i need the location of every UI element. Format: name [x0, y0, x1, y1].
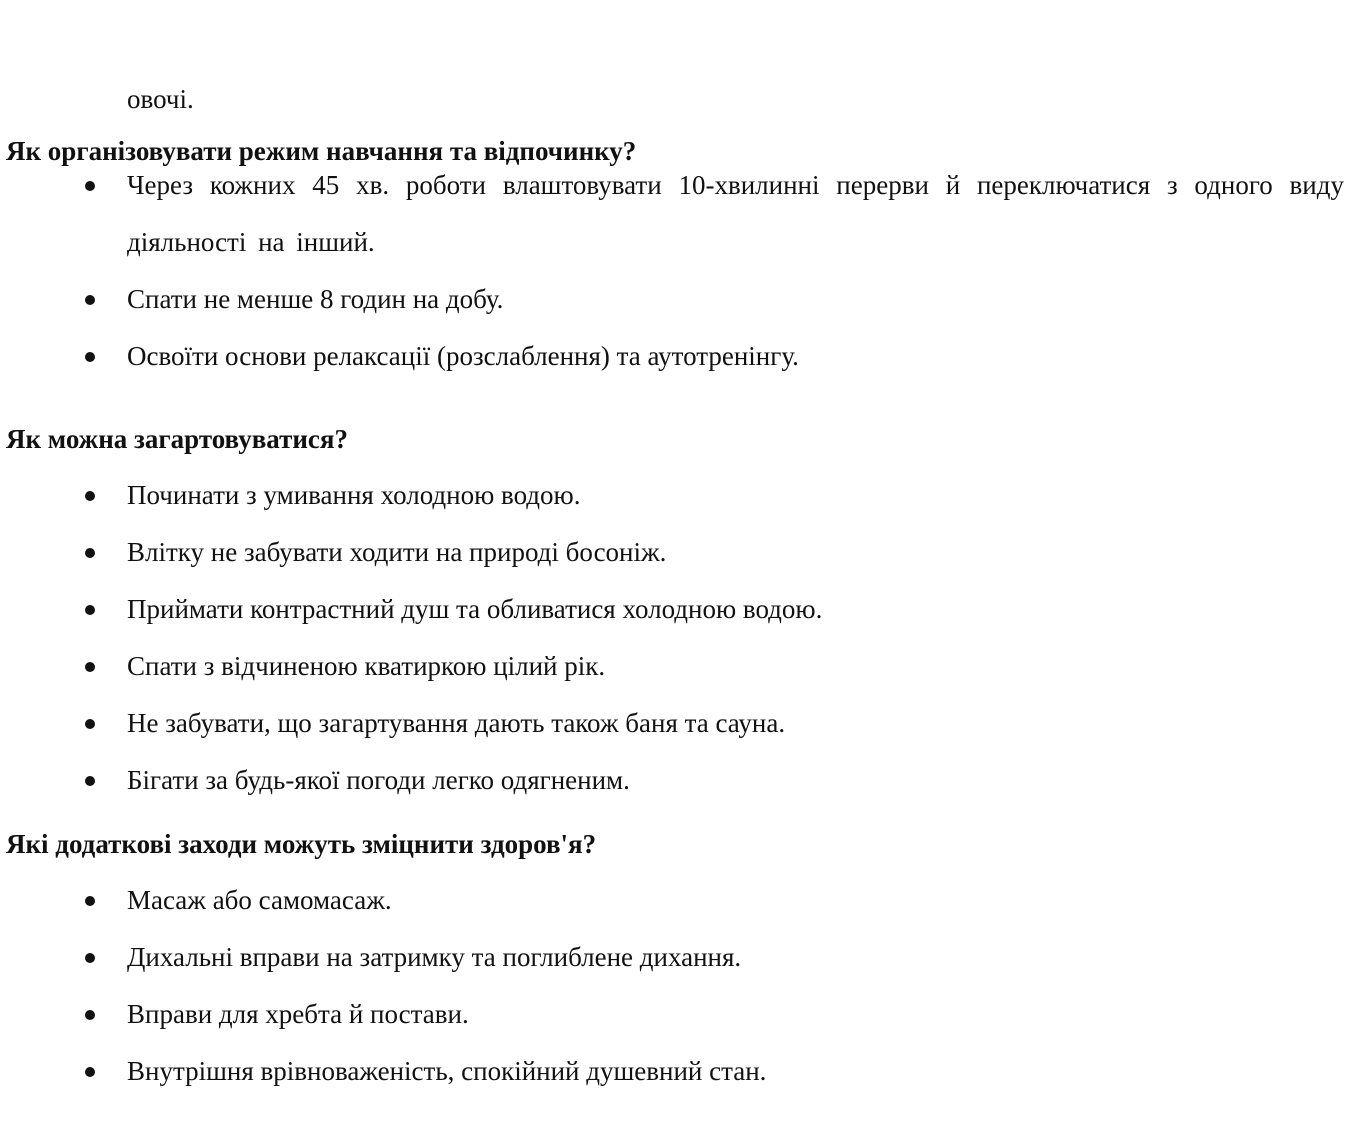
list-study-rest [0, 157, 1350, 385]
list-item [0, 752, 1350, 809]
section-heading-additional-measures: Які додаткові заходи можуть зміцнити здоров'я? [6, 829, 597, 859]
list-item-text: Через кожних 45 хв. роботи влаштовувати 10-хвилинні перерви й переключатися з одного виду діяльності на інший. [127, 170, 1344, 257]
bullet-icon [85, 295, 95, 305]
list-item [0, 695, 1350, 752]
bullet-icon [85, 352, 95, 362]
list-item-text: Масаж або самомасаж. [127, 885, 392, 915]
bullet-icon [85, 605, 95, 615]
list-item [0, 581, 1350, 638]
list-item [0, 1043, 1350, 1100]
bullet-icon [85, 953, 95, 963]
bullet-icon [85, 896, 95, 906]
section-heading-hardening: Як можна загартовуватися? [6, 424, 349, 454]
list-item-text: Спати з відчиненою кватиркою цілий рік. [127, 651, 606, 681]
list-item-text: Освоїти основи релаксації (розслаблення) та аутотренінгу. [127, 341, 799, 371]
bullet-icon [85, 1067, 95, 1077]
bullet-icon [85, 662, 95, 672]
list-item-text: Бігати за будь-якої погоди легко одягненим. [127, 765, 630, 795]
bullet-icon [85, 776, 95, 786]
list-item-text: Вправи для хребта й постави. [127, 999, 469, 1029]
bullet-icon [85, 719, 95, 729]
list-item-text: Починати з умивання холодною водою. [127, 480, 581, 510]
bullet-icon [85, 1010, 95, 1020]
list-item [0, 929, 1350, 986]
list-item [0, 328, 1350, 385]
list-item-text: Не забувати, що загартування дають також баня та сауна. [127, 708, 786, 738]
bullet-icon [85, 548, 95, 558]
list-item-text: Дихальні вправи на затримку та поглиблене дихання. [127, 942, 742, 972]
list-item-text: Внутрішня врівноваженість, спокійний душевний стан. [127, 1056, 767, 1086]
list-item [0, 271, 1350, 328]
list-item-text: Спати не менше 8 годин на добу. [127, 284, 504, 314]
list-item [0, 638, 1350, 695]
list-item-text: Приймати контрастний душ та обливатися холодною водою. [127, 594, 823, 624]
list-item [0, 467, 1350, 524]
section-heading-study-rest: Як організовувати режим навчання та відпочинку? [6, 136, 637, 166]
bullet-icon [85, 491, 95, 501]
list-additional-measures [0, 872, 1350, 1100]
bullet-icon [85, 181, 95, 191]
continuation-text: овочі. [127, 84, 194, 114]
list-item [0, 524, 1350, 581]
list-item [0, 157, 1350, 271]
list-item-text: Влітку не забувати ходити на природі босоніж. [127, 537, 667, 567]
list-item [0, 986, 1350, 1043]
list-item [0, 872, 1350, 929]
list-hardening [0, 467, 1350, 809]
